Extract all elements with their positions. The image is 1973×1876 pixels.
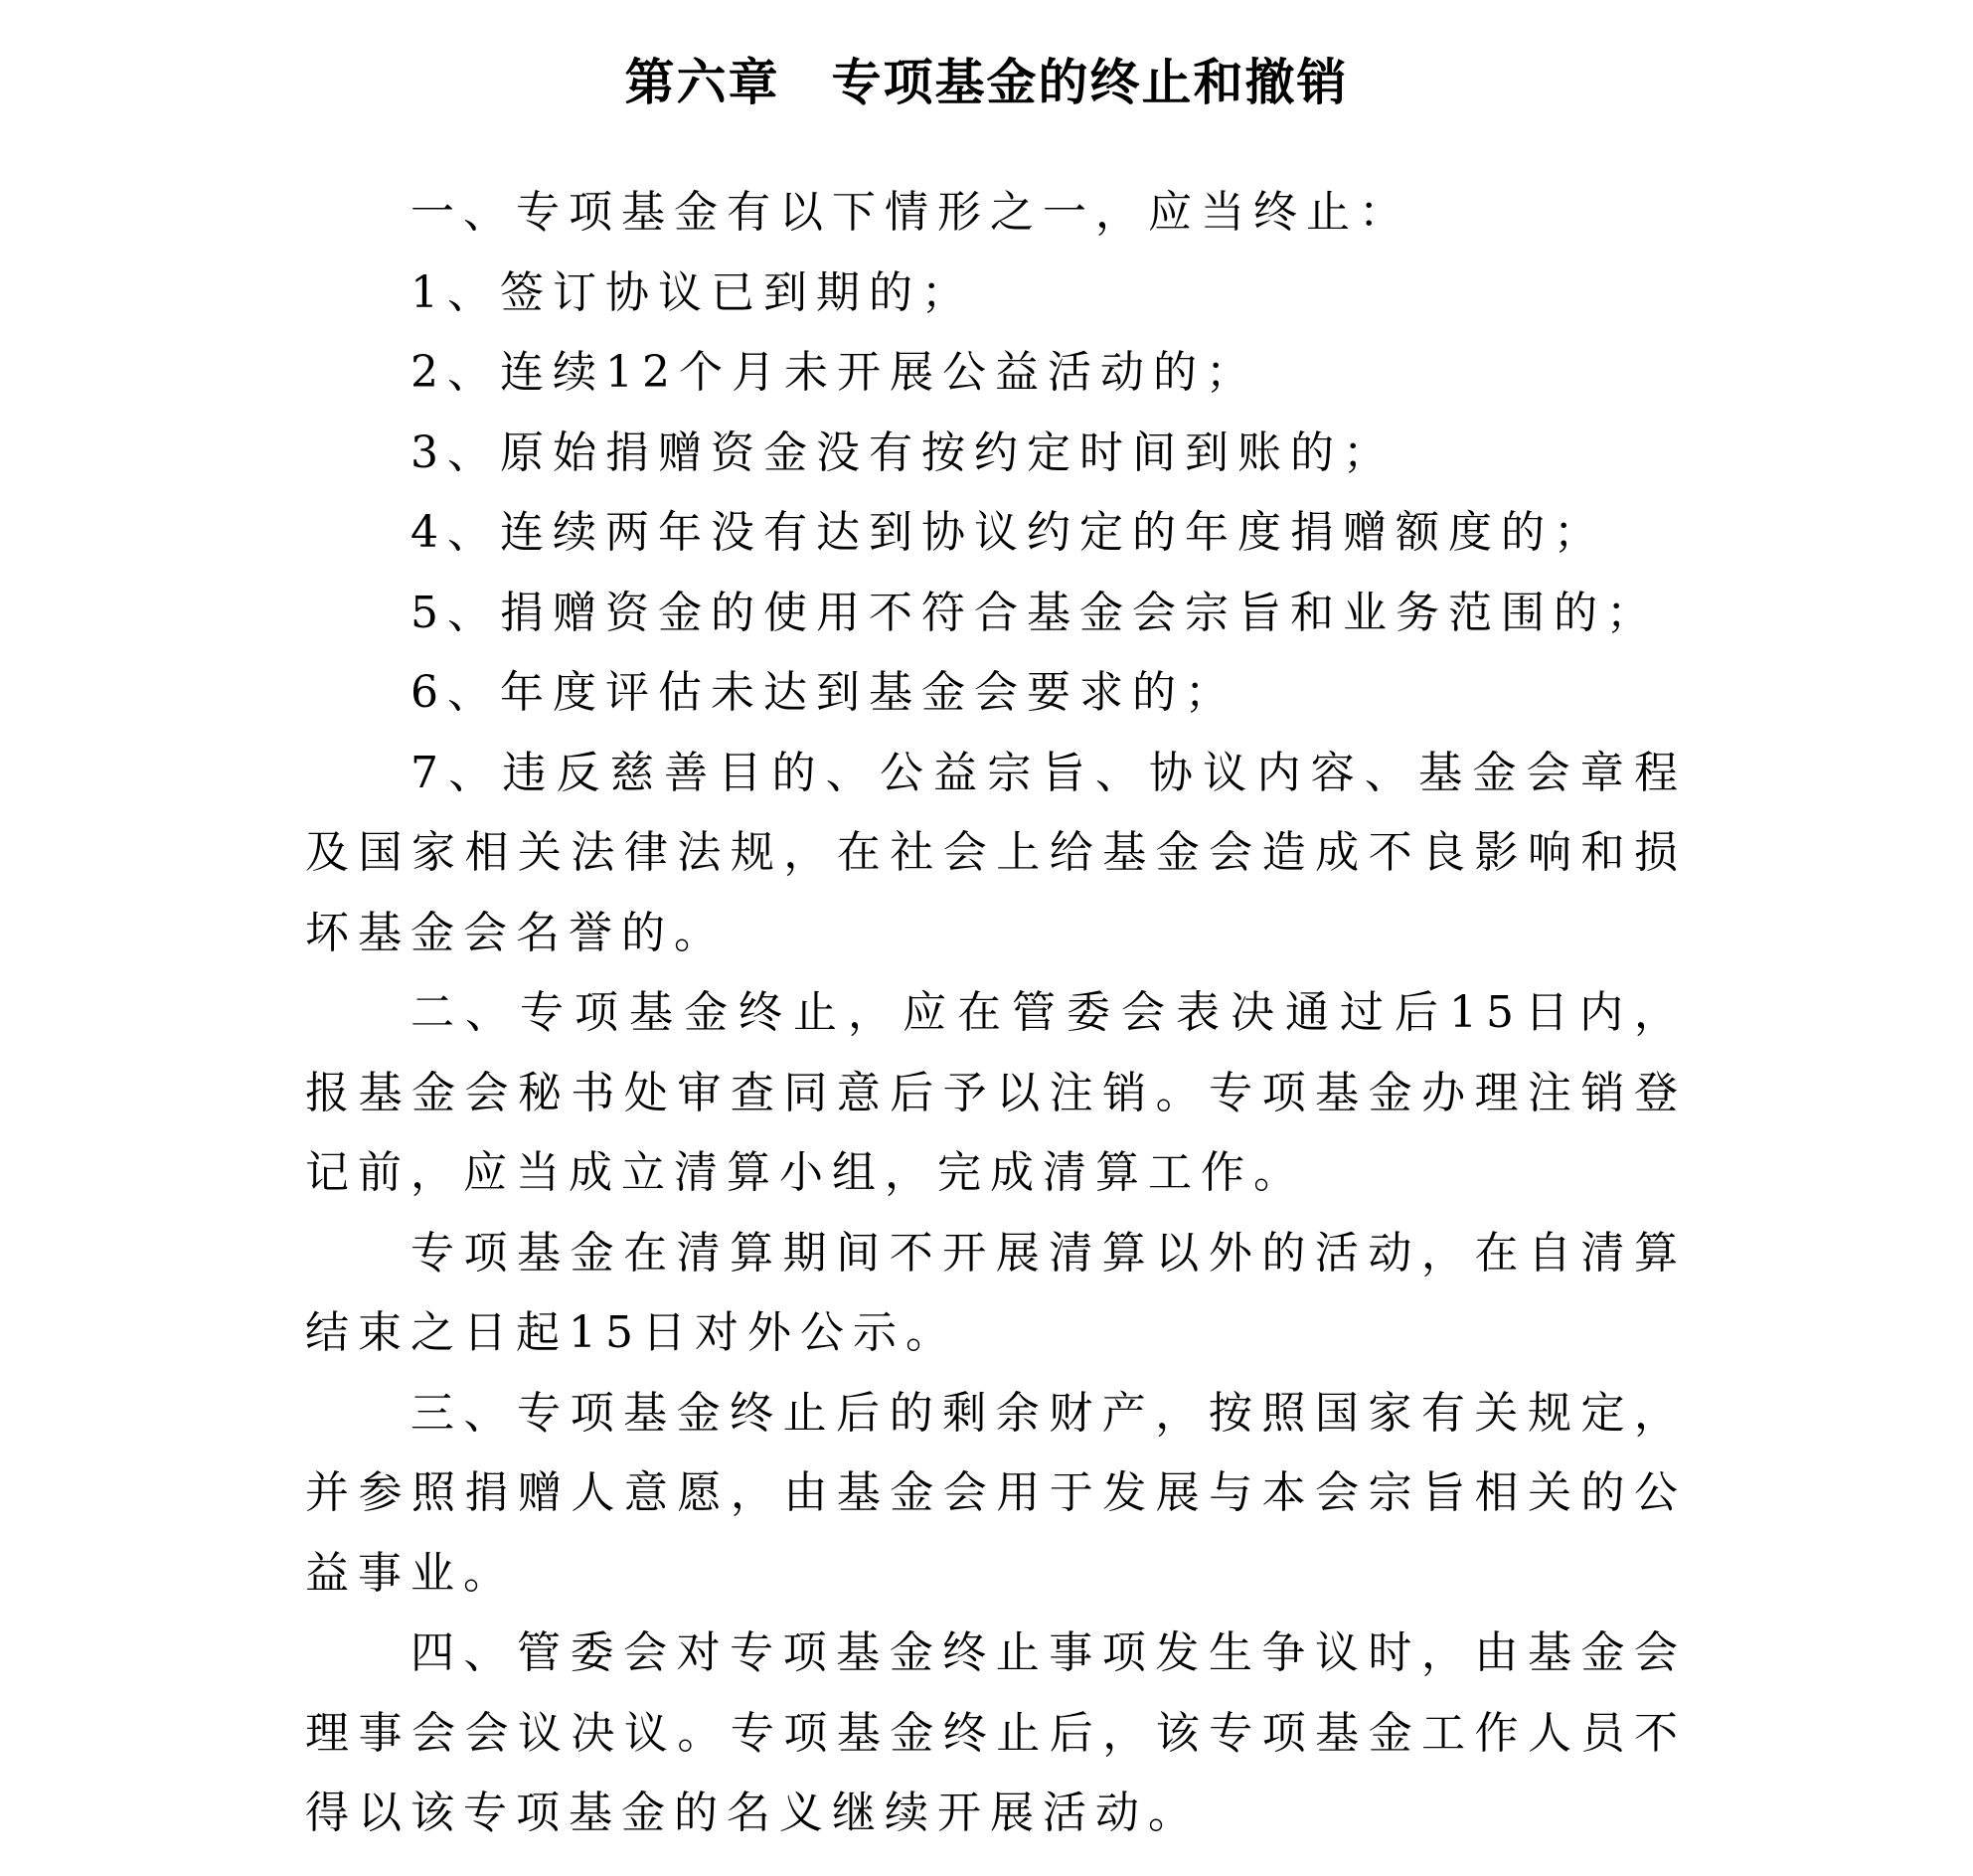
list-item-3: 3、原始捐赠资金没有按约定时间到账的； [411,426,1396,478]
list-item-1: 1、签订协议已到期的； [411,266,974,318]
list-item-5: 5、捐赠资金的使用不符合基金会宗旨和业务范围的； [411,587,1659,638]
chapter-title: 第六章 专项基金的终止和撤销 [624,53,1349,111]
paragraph-liquidation: 专项基金在清算期间不开展清算以外的活动，在自清算结束之日起15日对外公示。 [305,1227,1687,1358]
paragraph-section-3: 三、专项基金终止后的剩余财产，按照国家有关规定，并参照捐赠人意愿，由基金会用于发展与本会宗旨相关的公益事业。 [305,1387,1687,1599]
list-item-6: 6、年度评估未达到基金会要求的； [411,667,1237,718]
list-item-7: 7、违反慈善目的、公益宗旨、协议内容、基金会章程及国家相关法律法规，在社会上给基金会造成不良影响和损坏基金会名誉的。 [305,747,1687,958]
paragraph-section-4: 四、管委会对专项基金终止事项发生争议时，由基金会理事会会议决议。专项基金终止后，该专项基金工作人员不得以该专项基金的名义继续开展活动。 [305,1627,1687,1838]
document-body [305,173,1687,1854]
list-item-2: 2、连续12个月未开展公益活动的； [411,347,1258,398]
paragraph-section-2: 二、专项基金终止，应在管委会表决通过后15日内，报基金会秘书处审查同意后予以注销。专项基金办理注销登记前，应当成立清算小组，完成清算工作。 [305,987,1687,1198]
list-item-4: 4、连续两年没有达到协议约定的年度捐赠额度的； [411,507,1606,558]
paragraph-termination-intro: 一、专项基金有以下情形之一，应当终止： [411,187,1411,238]
